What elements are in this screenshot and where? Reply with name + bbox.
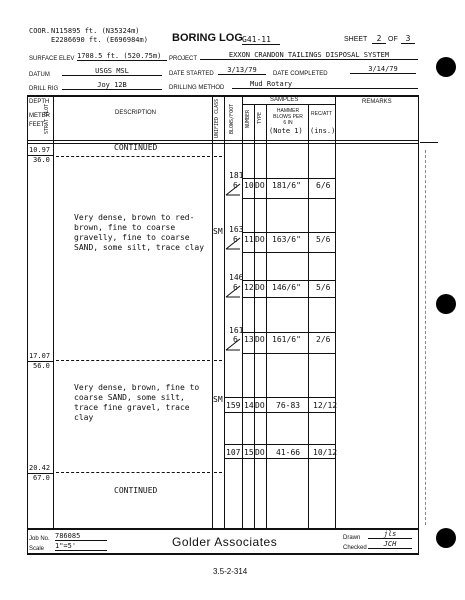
- sample-10-number: 10: [244, 181, 254, 190]
- sample-15-blows: 107: [226, 448, 241, 457]
- sample-14-number: 14: [244, 401, 254, 410]
- punch-hole-middle: [436, 294, 456, 314]
- col-strat-plot: STRAT PLOT: [44, 103, 50, 134]
- sample-12-hammer: 146/6": [272, 283, 301, 292]
- sample-11-type: DO: [255, 235, 265, 244]
- depth-meter-1: 10.97: [29, 146, 51, 154]
- sample-10-type: DO: [255, 181, 265, 190]
- sample-14-hammer: 76-83: [276, 401, 301, 410]
- job-no-value: 786085: [55, 533, 107, 541]
- sheet-of-label: OF: [388, 36, 398, 43]
- col-depth: DEPTH: [29, 99, 50, 105]
- sample-11-number: 11: [244, 235, 254, 244]
- drill-rig-label: DRILL RIG: [29, 86, 59, 92]
- col-ins: (ins.): [310, 127, 336, 135]
- sheet-total: 3: [401, 35, 415, 44]
- sample-12-blows-over: 146: [229, 273, 244, 282]
- layer-2-class: SM: [213, 395, 223, 404]
- drawn-label: Drawn: [343, 535, 361, 541]
- sample-14-type: DO: [255, 401, 265, 410]
- punch-hole-top: [436, 57, 456, 77]
- sheet-label: SHEET: [344, 36, 368, 43]
- col-rec-att: REC/ATT: [311, 111, 333, 117]
- company-name: Golder Associates: [172, 535, 278, 549]
- sample-15-number: 15: [244, 448, 254, 457]
- sample-11-hammer: 163/6": [272, 235, 301, 244]
- job-no-label: Job No.: [29, 536, 50, 542]
- coords-label: COOR.: [29, 27, 51, 35]
- drilling-method-value: Mud Rotary: [232, 81, 418, 89]
- col-feet: FEET: [29, 122, 45, 128]
- scale-value: 1"=5': [55, 543, 107, 551]
- checked-label: Checked: [343, 545, 367, 551]
- date-completed-label: DATE COMPLETED: [273, 71, 328, 77]
- continued-bottom: CONTINUED: [114, 486, 158, 495]
- sample-11-rec: 5/6: [316, 235, 331, 244]
- checked-value: JCH: [368, 541, 412, 549]
- col-samples: SAMPLES: [270, 97, 299, 103]
- scale-label: Scale: [29, 546, 45, 552]
- col-number: NUMBER: [245, 109, 251, 128]
- sample-11-blows-over: 163: [229, 225, 244, 234]
- depth-feet-1: 36.0: [33, 156, 50, 164]
- sample-13-rec: 2/6: [316, 335, 331, 344]
- col-description: DESCRIPTION: [115, 110, 157, 116]
- layer-2-description: Very dense, brown, fine to coarse SAND, some silt, trace fine gravel, trace clay: [74, 383, 200, 422]
- sample-11-blows-under: 6: [233, 235, 238, 244]
- depth-meter-3: 20.42: [29, 464, 51, 472]
- page-title: BORING LOG: [172, 32, 243, 44]
- sample-13-blows-under: 6: [233, 335, 238, 344]
- col-remarks: REMARKS: [362, 99, 392, 105]
- sample-15-type: DO: [255, 448, 265, 457]
- date-completed-value: 3/14/79: [350, 66, 416, 74]
- col-meter: METER: [29, 113, 50, 119]
- sample-13-blows-over: 161: [229, 326, 244, 335]
- datum-value: USGS MSL: [62, 68, 162, 76]
- sample-14-blows: 159: [226, 401, 241, 410]
- sample-15-hammer: 41-66: [276, 448, 301, 457]
- sample-15-rec: 10/12: [313, 448, 338, 457]
- page-id: 3.5-2-314: [213, 567, 248, 576]
- datum-label: DATUM: [29, 72, 50, 78]
- sample-14-rec: 12/12: [313, 401, 338, 410]
- layer-1-class: SM: [213, 227, 223, 236]
- sample-10-blows-under: 6: [233, 181, 238, 190]
- col-unified-class: UNIFIED CLASS: [214, 98, 220, 138]
- surface-elev-label: SURFACE ELEV: [29, 56, 75, 62]
- depth-meter-2: 17.07: [29, 352, 51, 360]
- col-type: TYPE: [257, 111, 263, 124]
- depth-feet-3: 67.0: [33, 474, 50, 482]
- sheet-number: 2: [372, 35, 386, 44]
- col-blows-per-foot: BLOWS/FOOT: [229, 103, 235, 134]
- sample-10-blows-over: 181: [229, 171, 244, 180]
- sample-13-number: 13: [244, 335, 254, 344]
- continued-top: CONTINUED: [114, 143, 158, 152]
- col-note: (Note 1): [269, 127, 303, 135]
- blow-count-strokes: [224, 160, 244, 360]
- coord-east: E2286690 ft. (E696984m): [51, 36, 148, 44]
- coord-north: N115895 ft. (N35324m): [51, 27, 140, 35]
- col-hammer-blows: HAMMER BLOWS PER 6 IN: [273, 108, 303, 126]
- sample-12-blows-under: 6: [233, 283, 238, 292]
- drill-rig-value: Joy 12B: [62, 82, 162, 90]
- date-started-label: DATE STARTED: [169, 71, 214, 77]
- depth-feet-2: 56.0: [33, 362, 50, 370]
- drilling-method-label: DRILLING METHOD: [169, 85, 225, 91]
- punch-hole-bottom: [436, 528, 456, 548]
- project-label: PROJECT: [169, 56, 198, 62]
- sample-13-type: DO: [255, 335, 265, 344]
- drawn-value: jls: [368, 531, 412, 539]
- date-started-value: 3/13/79: [218, 67, 266, 75]
- sample-13-hammer: 161/6": [272, 335, 301, 344]
- sample-12-type: DO: [255, 283, 265, 292]
- project-value: EXXON CRANDON TAILINGS DISPOSAL SYSTEM: [200, 52, 418, 60]
- sample-10-rec: 6/6: [316, 181, 331, 190]
- surface-elev-value: 1708.5 ft. (520.75m): [77, 53, 167, 61]
- boring-id: G41-11: [242, 36, 280, 45]
- layer-1-description: Very dense, brown to red- brown, fine to coarse gravelly, fine to coarse SAND, some silt, trace clay: [74, 213, 205, 252]
- sample-10-hammer: 181/6": [272, 181, 301, 190]
- sample-12-rec: 5/6: [316, 283, 331, 292]
- sample-12-number: 12: [244, 283, 254, 292]
